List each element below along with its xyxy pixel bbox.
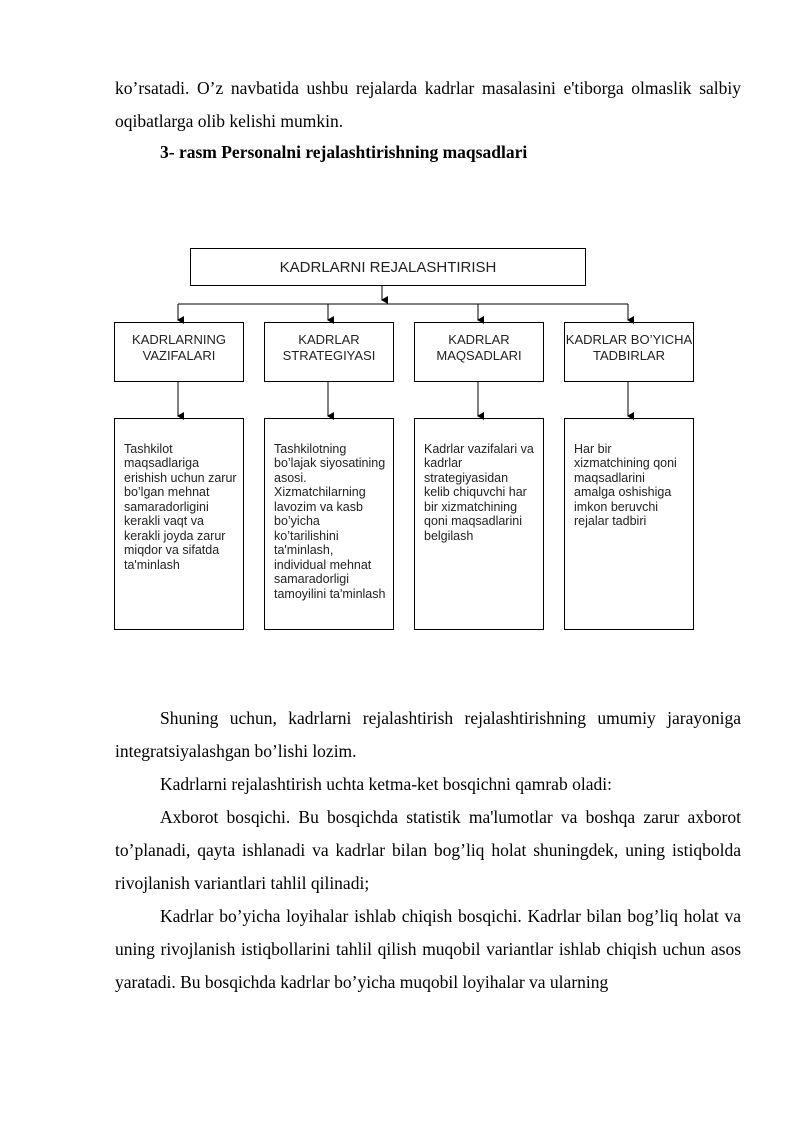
intro-paragraph: ko’rsatadi. O’z navbatida ushbu rejalarda kadrlar masalasini e'tiborga olmaslik salbiy oqibatlarga olib kelishi mumkin. xyxy=(115,78,741,131)
figure-caption: 3- rasm Personalni rejalashtirishning maqsadlari xyxy=(160,142,528,162)
branch-detail: Tashkilotning bo’lajak siyosatining asosi. Xizmatchilarning lavozim va kasb bo’yicha ko’tarilishini ta'minlash, individual mehnat samaradorligi tamoyilini ta'minlash xyxy=(274,441,386,601)
branch-title: KADRLAR STRATEGIYASI xyxy=(282,332,376,363)
branch-detail-box xyxy=(114,418,244,630)
body-paragraph: Shuning uchun, kadrlarni rejalashtirish rejalashtirishning umumiy jarayoniga integratsiyalashgan bo’lishi lozim. xyxy=(115,708,741,761)
branch-title-box xyxy=(414,322,544,382)
branch-title-box xyxy=(264,322,394,382)
branch-title: KADRLAR BO’YICHA TADBIRLAR xyxy=(565,332,693,363)
body-paragraph: Kadrlarni rejalashtirish uchta ketma-ket bosqichni qamrab oladi: xyxy=(160,774,612,794)
branch-detail: Har bir xizmatchining qoni maqsadlarini amalga oshishiga imkon beruvchi rejalar tadbiri xyxy=(574,441,677,528)
branch-detail-box xyxy=(264,418,394,630)
body-paragraph: Axborot bosqichi. Bu bosqichda statistik ma'lumotlar va boshqa zarur axborot to’planadi, qayta ishlanadi va kadrlar bilan bog’liq holat shuningdek, uning istiqbolda rivojlanish variantlari tahlil qilinadi; xyxy=(115,807,741,893)
branch-title-box xyxy=(564,322,694,382)
branch-title-box xyxy=(114,322,244,382)
branch-title: KADRLARNING VAZIFALARI xyxy=(132,332,226,363)
branch-title: KADRLAR MAQSADLARI xyxy=(436,332,522,363)
root-box xyxy=(190,248,586,286)
branch-detail: Tashkilot maqsadlariga erishish uchun zarur bo’lgan mehnat samaradorligini kerakli vaqt va kerakli joyda zarur miqdor va sifatda ta'minlash xyxy=(124,441,237,572)
body-paragraph: Kadrlar bo’yicha loyihalar ishlab chiqish bosqichi. Kadrlar bilan bog’liq holat va uning rivojlanish istiqbollarini tahlil qilish muqobil variantlar ishlab chiqish uchun asos yaratadi. Bu bosqichda kadrlar bo’yicha muqobil loyihalar va ularning xyxy=(115,906,741,992)
body-text xyxy=(115,702,741,999)
branch-detail-box xyxy=(564,418,694,630)
branch-detail: Kadrlar vazifalari va kadrlar strategiyasidan kelib chiquvchi har bir xizmatchining qoni maqsadlarini belgilash xyxy=(424,441,534,543)
branch-detail-box xyxy=(414,418,544,630)
root-label: KADRLARNI REJALASHTIRISH xyxy=(279,258,497,276)
